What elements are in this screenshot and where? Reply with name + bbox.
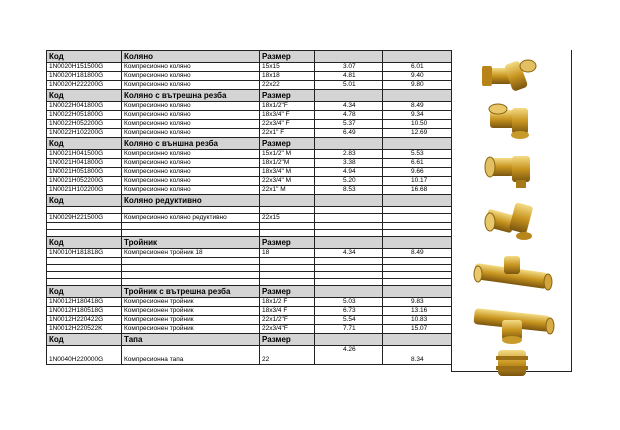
product-code: 1N0021H102200G — [47, 186, 122, 195]
price-total: 6.01 — [383, 63, 452, 72]
product-code: 1N0022H052200G — [47, 120, 122, 129]
female-elbow-fitting-image — [484, 100, 540, 140]
product-size: 15x15 — [260, 63, 315, 72]
price-net: 4.34 — [315, 102, 383, 111]
product-size: 18x18 — [260, 72, 315, 81]
table-row — [47, 81, 452, 90]
price-total: 15.07 — [383, 325, 452, 334]
price-total: 16.68 — [383, 186, 452, 195]
section-header — [47, 90, 452, 102]
product-name: Компресионно коляно — [122, 159, 260, 168]
table-row — [47, 72, 452, 81]
col-size-header: Размер — [260, 51, 315, 63]
product-size: 18x3/4 F — [260, 307, 315, 316]
col-size-header: Размер — [260, 334, 315, 346]
product-size: 22 — [260, 346, 315, 365]
price-net: 8.53 — [315, 186, 383, 195]
product-size: 22x1" M — [260, 186, 315, 195]
product-name: Компресионно коляно — [122, 63, 260, 72]
price-total: 8.34 — [383, 346, 452, 365]
price-total: 9.66 — [383, 168, 452, 177]
col-name-header: Коляно — [122, 51, 260, 63]
product-name: Компресионна тапа — [122, 346, 260, 365]
price-total: 8.49 — [383, 102, 452, 111]
cap-fitting-image — [492, 346, 532, 380]
table-row — [47, 120, 452, 129]
col-size-header: Размер — [260, 237, 315, 249]
price-total: 9.80 — [383, 81, 452, 90]
section-header — [47, 195, 452, 207]
product-name: Компресионен тройник 18 — [122, 249, 260, 258]
price-net: 5.03 — [315, 298, 383, 307]
col-code-header: Код — [47, 90, 122, 102]
price-net: 6.73 — [315, 307, 383, 316]
product-size: 22x3/4" M — [260, 177, 315, 186]
table-row — [47, 316, 452, 325]
col-code-header: Код — [47, 286, 122, 298]
col-size-header: Размер — [260, 90, 315, 102]
product-name: Компресионно коляно — [122, 186, 260, 195]
col-name-header: Коляно с външна резба — [122, 138, 260, 150]
table-row — [47, 129, 452, 138]
col-size-header: Размер — [260, 138, 315, 150]
product-size: 22x3/4"F — [260, 325, 315, 334]
price-total: 9.40 — [383, 72, 452, 81]
price-sheet — [46, 50, 575, 365]
table-row — [47, 102, 452, 111]
product-size: 22x3/4" F — [260, 120, 315, 129]
table-row — [47, 298, 452, 307]
product-name: Компресионен тройник — [122, 325, 260, 334]
table-row — [47, 150, 452, 159]
table-row — [47, 168, 452, 177]
product-name: Компресионно коляно — [122, 72, 260, 81]
price-net: 5.37 — [315, 120, 383, 129]
col-code-header: Код — [47, 51, 122, 63]
reducing-elbow-fitting-image — [482, 200, 542, 242]
product-code: 1N0012H220422G — [47, 316, 122, 325]
product-name: Компресионно коляно — [122, 150, 260, 159]
product-name: Компресионно коляно — [122, 120, 260, 129]
male-elbow-fitting-image — [482, 146, 542, 190]
price-total: 10.17 — [383, 177, 452, 186]
product-size: 18x1/2"F — [260, 102, 315, 111]
price-net: 3.07 — [315, 63, 383, 72]
col-name-header: Тройник — [122, 237, 260, 249]
product-code: 1N0020H181800G — [47, 72, 122, 81]
product-size: 18 — [260, 249, 315, 258]
price-total: 10.83 — [383, 316, 452, 325]
product-code: 1N0021H052200G — [47, 177, 122, 186]
price-net: 3.38 — [315, 159, 383, 168]
product-size: 22x15 — [260, 214, 315, 223]
table-row — [47, 111, 452, 120]
product-code: 1N0012H180418G — [47, 298, 122, 307]
table-row — [47, 214, 452, 223]
product-size: 18x3/4" M — [260, 168, 315, 177]
product-code: 1N0020H222200G — [47, 81, 122, 90]
col-name-header: Тройник с вътрешна резба — [122, 286, 260, 298]
table-row — [47, 346, 452, 365]
price-total: 6.61 — [383, 159, 452, 168]
table-row — [47, 186, 452, 195]
col-name-header: Коляно редуктивно — [122, 195, 260, 207]
price-net: 4.81 — [315, 72, 383, 81]
product-code: 1N0040H220000G — [47, 346, 122, 365]
product-code: 1N0021H041800G — [47, 159, 122, 168]
product-name: Компресионно коляно — [122, 111, 260, 120]
price-net: 5.01 — [315, 81, 383, 90]
product-code: 1N0012H220522K — [47, 325, 122, 334]
product-size: 22x1" F — [260, 129, 315, 138]
product-code: 1N0029H221500G — [47, 214, 122, 223]
table-row — [47, 177, 452, 186]
price-net: 2.83 — [315, 150, 383, 159]
section-header — [47, 51, 452, 63]
price-net: 4.34 — [315, 249, 383, 258]
section-header — [47, 138, 452, 150]
product-code: 1N0021H041500G — [47, 150, 122, 159]
product-name: Компресионен тройник — [122, 316, 260, 325]
product-name: Компресионно коляно — [122, 177, 260, 186]
price-total: 8.49 — [383, 249, 452, 258]
elbow-fitting-image — [482, 56, 542, 98]
price-total: 9.83 — [383, 298, 452, 307]
section-header — [47, 286, 452, 298]
col-size-header: Размер — [260, 286, 315, 298]
product-code: 1N0022H041800G — [47, 102, 122, 111]
price-total: 5.53 — [383, 150, 452, 159]
section-header — [47, 334, 452, 346]
product-images-column — [451, 50, 572, 372]
product-code: 1N0010H181818G — [47, 249, 122, 258]
price-table — [46, 50, 452, 365]
price-net: 5.54 — [315, 316, 383, 325]
table-row — [47, 159, 452, 168]
product-size: 18x1/2 F — [260, 298, 315, 307]
table-row — [47, 249, 452, 258]
price-net: 4.94 — [315, 168, 383, 177]
price-net: 7.71 — [315, 325, 383, 334]
product-code: 1N0022H102200G — [47, 129, 122, 138]
product-size: 22x1/2"F — [260, 316, 315, 325]
col-code-header: Код — [47, 237, 122, 249]
product-code: 1N0012H180518G — [47, 307, 122, 316]
section-header — [47, 237, 452, 249]
female-tee-fitting-image — [470, 300, 556, 344]
product-size: 18x1/2"M — [260, 159, 315, 168]
price-total: 9.34 — [383, 111, 452, 120]
product-code: 1N0022H051800G — [47, 111, 122, 120]
price-total: 10.50 — [383, 120, 452, 129]
product-name: Компресионно коляно — [122, 168, 260, 177]
col-name-header: Тапа — [122, 334, 260, 346]
product-size: 18x3/4" F — [260, 111, 315, 120]
product-size: 15x1/2" M — [260, 150, 315, 159]
product-name: Компресионно коляно редуктивно — [122, 214, 260, 223]
price-total: 13.16 — [383, 307, 452, 316]
table-row — [47, 325, 452, 334]
price-net: 6.49 — [315, 129, 383, 138]
tee-fitting-image — [470, 254, 556, 296]
table-row — [47, 307, 452, 316]
product-name: Компресионно коляно — [122, 81, 260, 90]
product-name: Компресионно коляно — [122, 129, 260, 138]
col-code-header: Код — [47, 334, 122, 346]
col-name-header: Коляно с вътрешна резба — [122, 90, 260, 102]
product-name: Компресионен тройник — [122, 307, 260, 316]
product-size: 22x22 — [260, 81, 315, 90]
price-net: 4.26 — [315, 346, 383, 365]
price-total: 12.69 — [383, 129, 452, 138]
product-name: Компресионен тройник — [122, 298, 260, 307]
col-code-header: Код — [47, 195, 122, 207]
product-name: Компресионно коляно — [122, 102, 260, 111]
col-code-header: Код — [47, 138, 122, 150]
price-net: 5.20 — [315, 177, 383, 186]
table-row — [47, 63, 452, 72]
price-net: 4.78 — [315, 111, 383, 120]
product-code: 1N0020H151500G — [47, 63, 122, 72]
product-code: 1N0021H051800G — [47, 168, 122, 177]
